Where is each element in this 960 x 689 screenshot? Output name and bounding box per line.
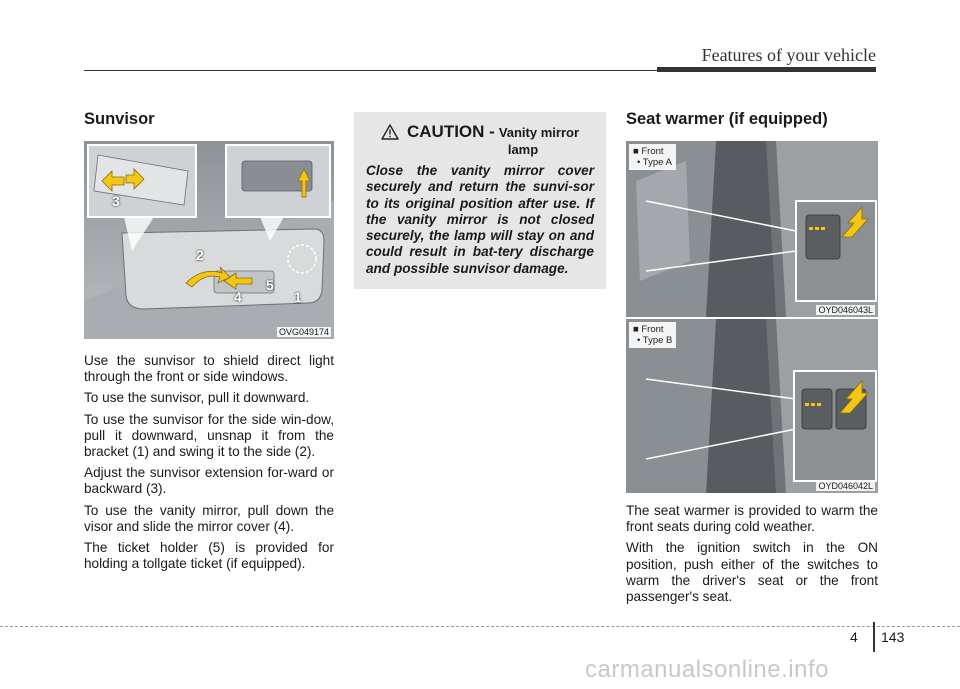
sunvisor-paragraph: The ticket holder (5) is provided for holding a tollgate ticket (if equipped). xyxy=(84,540,334,572)
watermark: carmanualsonline.info xyxy=(585,656,829,683)
sunvisor-paragraph: To use the sunvisor for the side win-dow, pull it downward, unsnap it from the bracket (1) and swing it to the side (2). xyxy=(84,411,334,460)
caution-text: Close the vanity mirror cover securely and return the sunvi-sor to its original position after use. If the vanity mirror is not closed securely, the lamp will stay on and could result in bat-tery discharge and possible sunvisor damage. xyxy=(366,163,594,276)
sunvisor-paragraph: To use the sunvisor, pull it downward. xyxy=(84,390,310,406)
seat-warmer-column xyxy=(626,110,878,610)
seat-warmer-figure-a xyxy=(626,141,878,317)
panel-a-label: ■ Front • Type A xyxy=(629,144,676,170)
seat-warmer-paragraph: The seat warmer is provided to warm the front seats during cold weather. xyxy=(626,503,878,535)
sunvisor-heading: Sunvisor xyxy=(84,110,155,128)
sunvisor-figure xyxy=(84,141,334,339)
callout-4: 4 xyxy=(234,289,242,305)
seat-warmer-figure-b xyxy=(626,317,878,493)
panel-b-label: ■ Front • Type B xyxy=(629,322,676,348)
seat-warmer-heading: Seat warmer (if equipped) xyxy=(626,110,828,128)
sunvisor-paragraph: Adjust the sunvisor extension for-ward or backward (3). xyxy=(84,465,334,497)
seat-warmer-paragraph: With the ignition switch in the ON position, push either of the switches to warm the driver's seat or the front passenger's seat. xyxy=(626,540,878,605)
header-accent-bar xyxy=(657,67,876,72)
sunvisor-column xyxy=(84,110,334,577)
figure-code-a: OYD046043L xyxy=(818,305,873,315)
section-number: 4 xyxy=(850,629,858,645)
page-number-divider xyxy=(873,622,875,652)
caution-subtitle-2: lamp xyxy=(507,142,539,157)
page-number: 143 xyxy=(881,629,905,645)
callout-5: 5 xyxy=(266,277,274,293)
figure-code: OVG049174 xyxy=(278,327,329,337)
caution-header xyxy=(366,122,594,157)
warning-triangle-icon xyxy=(381,124,399,145)
sunvisor-paragraph: To use the vanity mirror, pull down the visor and slide the mirror cover (4). xyxy=(84,502,334,534)
footer-rule xyxy=(0,626,960,627)
callout-2: 2 xyxy=(196,247,204,263)
caution-column xyxy=(354,112,606,289)
caution-word: CAUTION - xyxy=(406,122,495,141)
caution-box xyxy=(354,112,606,289)
figure-code-b: OYD046042L xyxy=(818,481,873,491)
callout-1: 1 xyxy=(294,289,302,305)
callout-3: 3 xyxy=(112,193,120,209)
caution-subtitle: Vanity mirror xyxy=(498,125,580,140)
sunvisor-paragraph: Use the sunvisor to shield direct light through the front or side windows. xyxy=(84,353,334,385)
page-header-title: Features of your vehicle xyxy=(701,45,876,65)
sunvisor-illustration xyxy=(84,141,334,339)
